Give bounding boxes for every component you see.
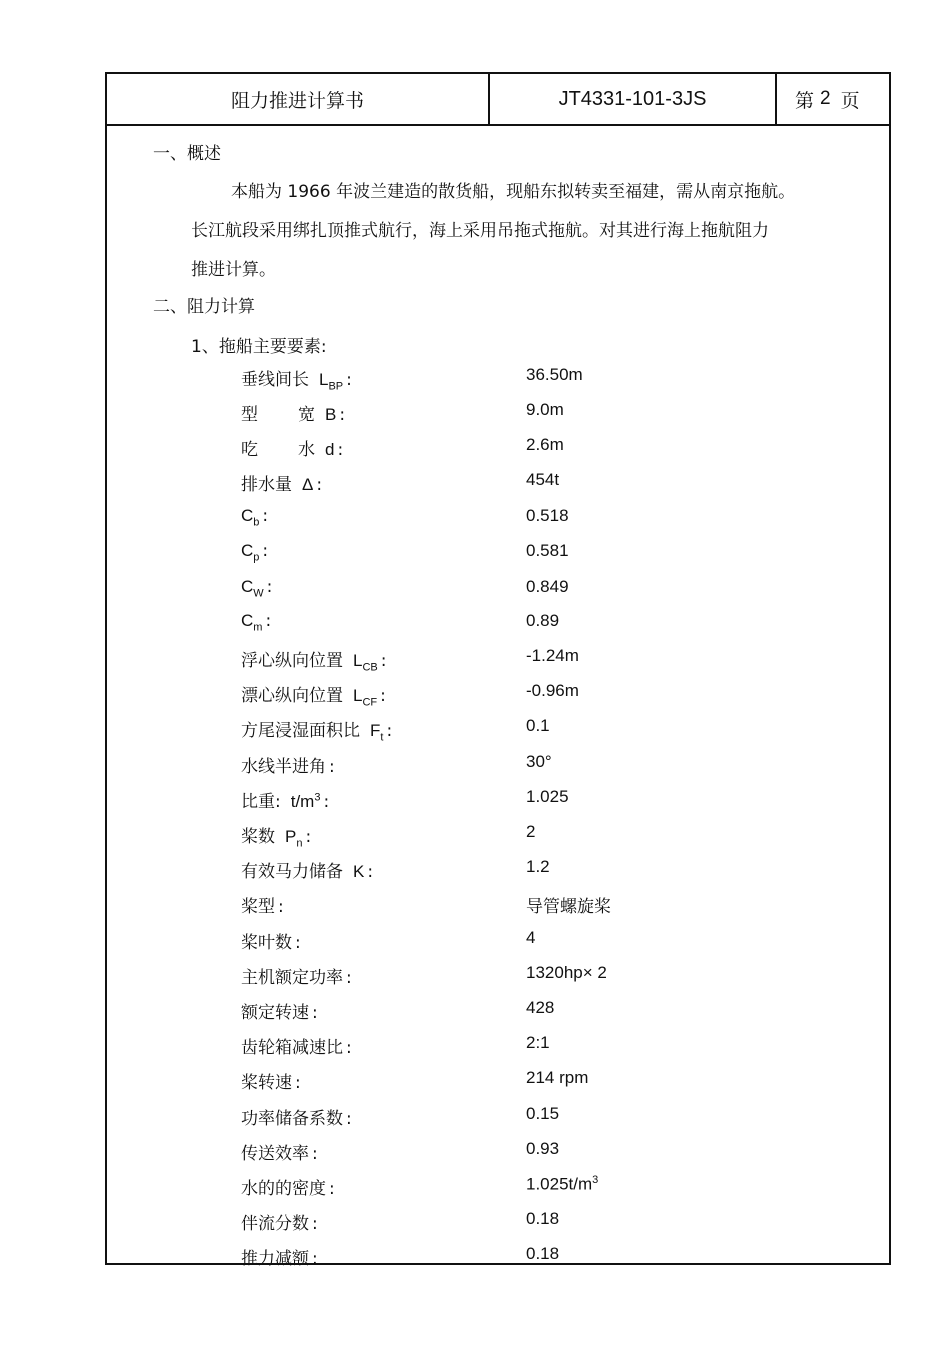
param-symbol: L [353,686,363,705]
param-label-text: 桨数 [241,827,275,847]
param-symbol: K [353,862,365,881]
param-value [526,577,569,597]
param-colon: : [305,827,312,847]
param-label [241,1244,318,1269]
param-colon: : [380,686,386,706]
param-value-text: 0.93 [526,1139,560,1158]
param-colon: : [265,611,272,631]
param-value-text: 2:1 [526,1033,550,1052]
page-indicator [777,74,891,124]
param-value [526,506,569,526]
param-colon: : [386,721,393,741]
param-label-text: 传送效率 [241,1144,309,1164]
param-value-text: 454t [526,470,560,489]
param-symbol: L [319,370,329,389]
param-value-text: 导管螺旋桨 [526,897,611,916]
param-colon: : [312,1003,318,1023]
param-value [526,1033,550,1053]
param-label-text: 有效马力储备 [241,862,343,882]
param-colon: : [346,968,352,988]
param-superscript: 3 [314,791,321,804]
param-label [241,681,386,708]
param-value [526,365,583,385]
param-colon: : [339,405,346,425]
param-label [241,998,318,1023]
param-label-text: 桨型 [241,897,275,917]
param-label [241,400,345,425]
param-label [241,963,352,988]
param-label [241,892,284,917]
param-label-text-2: 宽 [298,405,315,425]
param-label-text: 吃 [241,440,258,460]
param-value-text: 1.2 [526,857,550,876]
param-colon: : [312,1249,318,1269]
param-label-text: 漂心纵向位置 [241,686,343,706]
param-value [526,892,611,917]
param-value [526,787,569,807]
param-value-text: 0.89 [526,611,560,630]
param-symbol: C [241,541,254,560]
param-value-text: 0.15 [526,1104,560,1123]
param-value-text: 0.1 [526,716,550,735]
param-value-text: 0.849 [526,577,569,596]
param-value-text: 4 [526,928,536,947]
param-colon: : [367,862,374,882]
header-row [107,74,889,126]
param-colon: : [295,933,301,953]
param-subscript: m [253,621,263,634]
param-colon: : [312,1214,318,1234]
param-value-text: -1.24m [526,646,579,665]
param-label [241,1209,318,1234]
param-label-text: 桨转速 [241,1073,292,1093]
param-colon: : [312,1144,318,1164]
param-colon: : [329,757,335,777]
param-colon: : [316,475,323,495]
param-label [241,646,386,673]
param-symbol: d [325,440,335,459]
param-label [241,857,373,882]
param-value [526,1174,598,1195]
param-value-superscript: 3 [592,1174,599,1186]
param-value [526,963,607,983]
param-value [526,611,559,631]
param-value [526,1139,559,1159]
param-value [526,681,579,701]
param-symbol: B [325,405,337,424]
param-label [241,928,301,953]
param-value [526,1209,559,1229]
param-value-text: 2.6m [526,435,564,454]
param-label [241,1104,352,1129]
param-colon: : [278,897,284,917]
param-symbol: t/m [290,792,315,811]
param-value-text: 36.50m [526,365,583,384]
param-value-text: 1320hp× 2 [526,963,607,982]
param-symbol: C [241,506,254,525]
param-label [241,787,329,812]
param-label-text: 水的的密度 [241,1179,326,1199]
param-value [526,1104,559,1124]
param-label-text: 比重: [241,792,281,812]
page-prefix: 第 [795,89,815,112]
param-value-text: 1.025 [526,787,569,806]
param-subscript: CF [362,696,378,709]
param-value-text: 9.0m [526,400,564,419]
param-label-text: 方尾浸湿面积比 [241,721,360,741]
param-symbol: C [241,577,254,596]
param-symbol: L [353,651,363,670]
param-label-text: 齿轮箱减速比 [241,1038,343,1058]
param-subscript: W [253,587,264,600]
param-value [526,822,535,842]
param-value-text: 0.18 [526,1244,560,1263]
param-subscript: b [253,516,260,529]
param-label [241,1174,335,1199]
param-value [526,752,552,772]
param-symbol: Δ [302,475,314,494]
param-label-text: 浮心纵向位置 [241,651,343,671]
param-label [241,435,343,460]
param-value [526,435,564,455]
param-value-text: -0.96m [526,681,579,700]
param-colon: : [329,1179,335,1199]
param-value [526,470,559,490]
page-number: 2 [820,88,831,109]
param-symbol: F [370,721,381,740]
param-colon: : [295,1073,301,1093]
param-label [241,1139,318,1164]
param-label [241,1033,352,1058]
param-label-text: 排水量 [241,475,292,495]
param-label-text: 推力减额 [241,1249,309,1269]
param-value-text: 30° [526,752,552,771]
param-value [526,1068,588,1088]
param-colon: : [346,1109,352,1129]
param-label-text: 主机额定功率 [241,968,343,988]
param-label-text: 桨叶数 [241,933,292,953]
param-label [241,1068,301,1093]
param-label-text: 功率储备系数 [241,1109,343,1129]
param-label-text: 垂线间长 [241,370,309,390]
param-label-text: 水线半进角 [241,757,326,777]
param-label [241,752,335,777]
param-value [526,998,554,1018]
param-label [241,611,271,633]
param-label-text-2: 水 [298,440,315,460]
overview-line-2: 长江航段采用绑扎顶推式航行，海上采用吊拖式拖航。对其进行海上拖航阻力 [191,221,769,241]
document-frame [105,72,891,1269]
param-label-text: 伴流分数 [241,1214,309,1234]
param-label [241,716,392,743]
param-label [241,365,352,392]
param-colon: : [262,506,269,526]
section2-heading: 二、阻力计算 [153,297,255,317]
overview-line-3: 推进计算。 [191,260,276,280]
param-symbol: C [241,611,254,630]
param-colon: : [262,541,269,561]
page-suffix: 页 [840,89,860,112]
param-value [526,1244,559,1264]
param-subscript: n [296,837,303,850]
param-colon: : [337,440,344,460]
param-value [526,857,550,877]
param-colon: : [323,792,330,812]
param-value [526,716,550,736]
param-label-text: 型 [241,405,258,425]
param-subscript: CB [362,661,378,674]
param-value-text: 428 [526,998,555,1017]
param-colon: : [266,577,273,597]
doc-number: JT4331-101-3JS [490,74,777,124]
param-subscript: t [380,731,384,744]
param-value-text: 214 rpm [526,1068,589,1087]
param-colon: : [380,651,387,671]
doc-title: 阻力推进计算书 [107,74,490,124]
param-subscript: BP [328,380,344,393]
param-value [526,541,569,561]
param-label [241,470,322,495]
param-value [526,646,579,666]
overview-line-1: 本船为 1966 年波兰建造的散货船，现船东拟转卖至福建，需从南京拖航。 [231,182,796,202]
param-value-text: 1.025t/m [526,1174,593,1194]
param-value [526,400,564,420]
param-value-text: 0.18 [526,1209,560,1228]
param-subscript: p [253,551,260,564]
section1-heading: 一、概述 [153,144,221,164]
param-value [526,928,535,948]
subsection-heading: 1、拖船主要要素: [191,337,327,357]
param-label [241,822,311,849]
param-symbol: P [285,827,297,846]
param-label [241,506,268,528]
param-colon: : [346,370,352,390]
param-value-text: 2 [526,822,536,841]
param-colon: : [346,1038,352,1058]
param-label [241,541,268,563]
param-label [241,577,272,599]
param-value-text: 0.581 [526,541,569,560]
param-value-text: 0.518 [526,506,569,525]
param-label-text: 额定转速 [241,1003,309,1023]
